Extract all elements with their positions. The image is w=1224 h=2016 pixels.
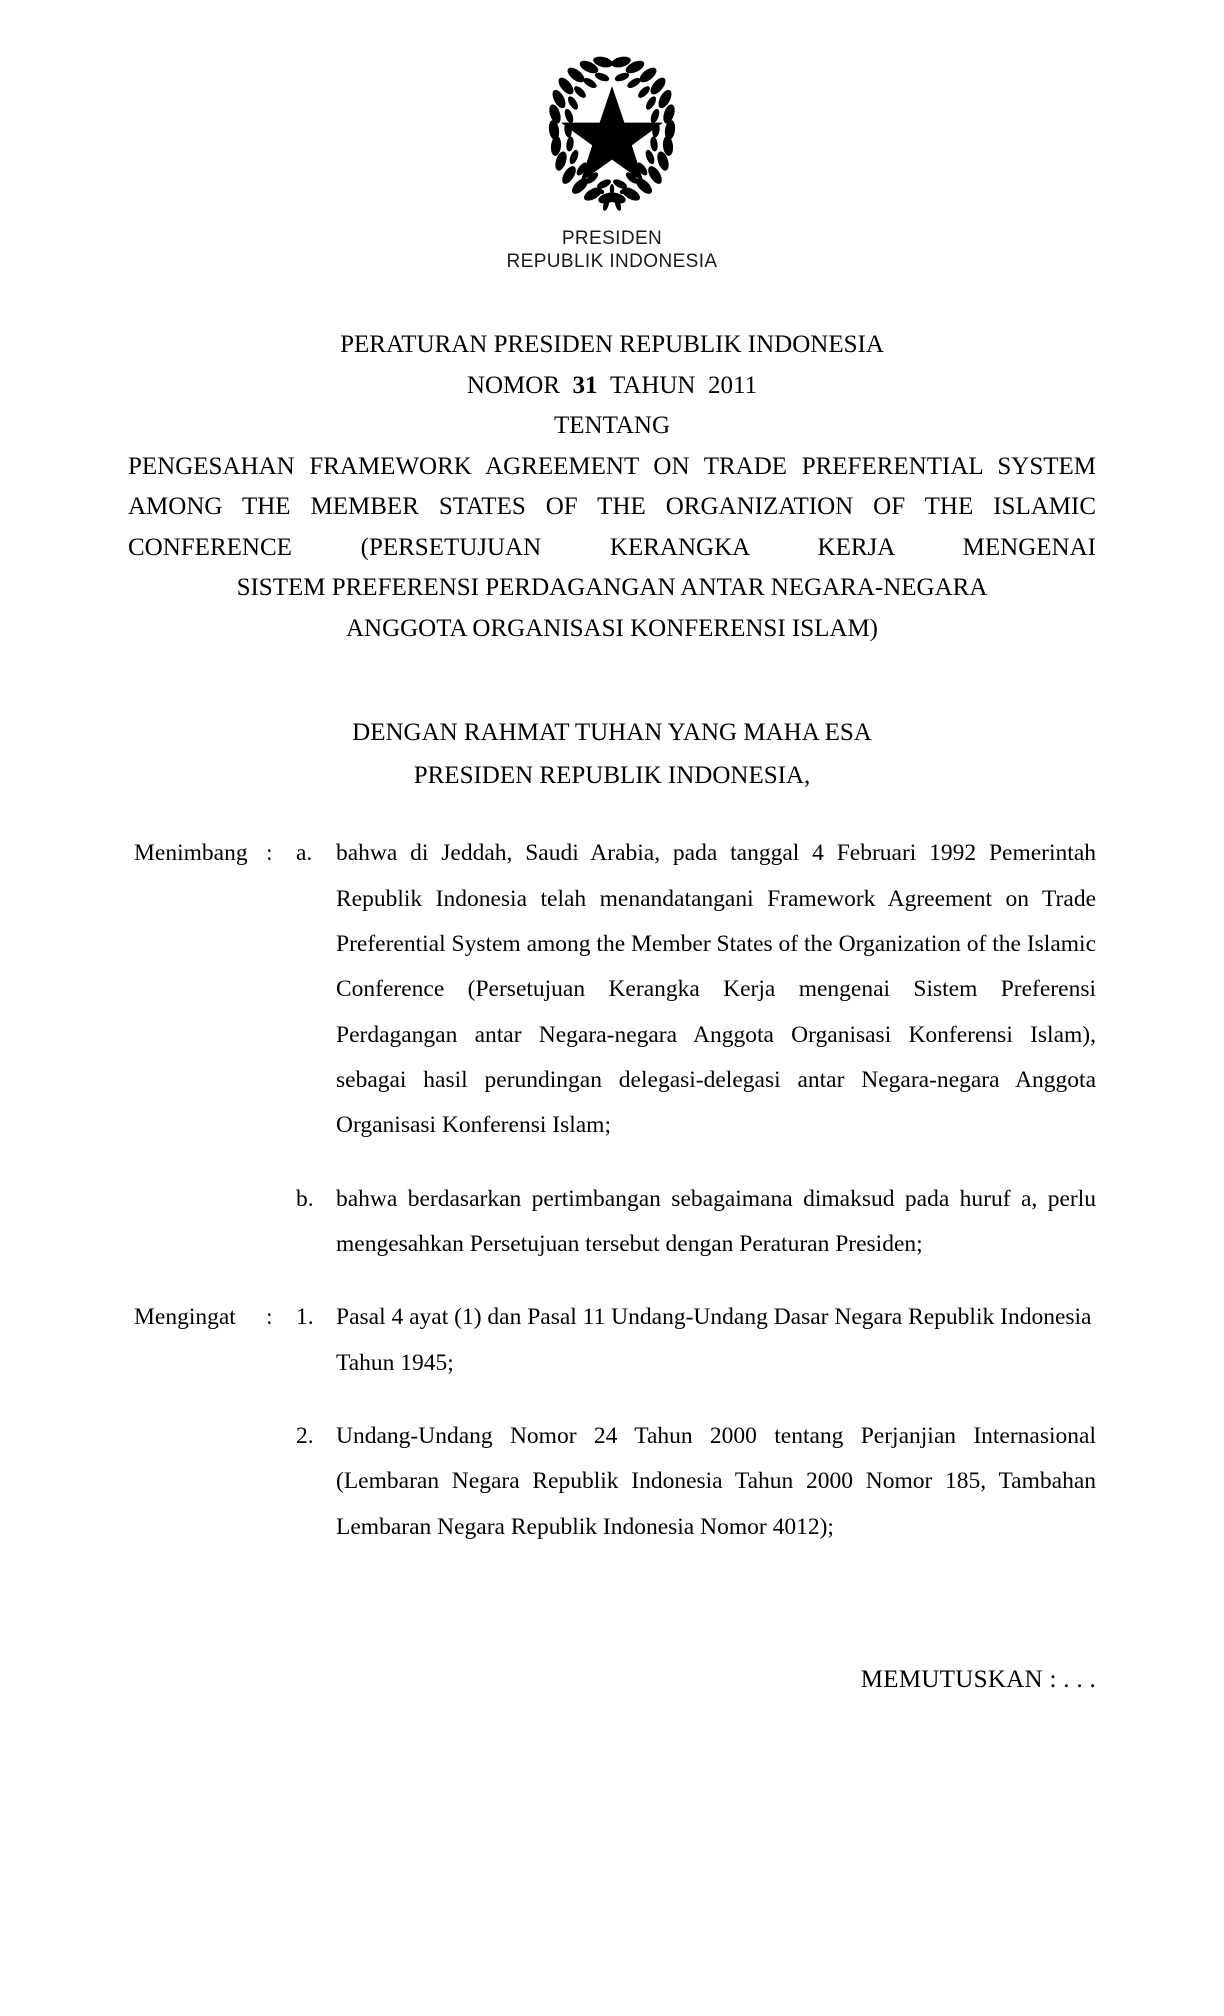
considerations-item-a — [134, 831, 1096, 1148]
considerations-marker-a: a. — [296, 840, 313, 867]
title-line-subject-3: CONFERENCE (PERSETUJUAN KERANGKA KERJA MENGENAI — [128, 533, 1096, 561]
considerations-text-b: bahwa berdasarkan pertimbangan sebagaimana dimaksud pada huruf a, perlu mengesahkan Persetujuan tersebut dengan Peraturan Presiden; — [336, 1185, 1096, 1258]
considerations-marker-b: b. — [296, 1185, 314, 1212]
legal-basis-marker-1: 1. — [296, 1304, 314, 1331]
nomor-value: 31 — [572, 371, 598, 399]
considerations-colon: : — [266, 840, 273, 867]
nomor-prefix: NOMOR — [466, 371, 560, 399]
emblem-caption-line-2: REPUBLIK INDONESIA — [506, 251, 718, 273]
invocation-block — [0, 711, 1224, 797]
legal-basis-text-2: Undang-Undang Nomor 24 Tahun 2000 tentang Perjanjian Internasional (Lembaran Negara Republik Indonesia Tahun 2000 Nomor 185, Tambahan Lembaran Negara Republik Indonesia Nomor 4012); — [336, 1423, 1096, 1540]
legal-basis-label: Mengingat — [134, 1304, 236, 1331]
tahun-value: 2011 — [708, 371, 758, 399]
considerations-label: Menimbang — [134, 840, 248, 867]
legal-basis-item-2 — [134, 1414, 1096, 1550]
title-line-nomor — [128, 366, 1096, 407]
document-title-block — [0, 325, 1224, 649]
title-line-subject-2: AMONG THE MEMBER STATES OF THE ORGANIZATION OF THE ISLAMIC — [128, 493, 1096, 521]
page-footer — [0, 1666, 1096, 1694]
continuation-note: MEMUTUSKAN : . . . — [860, 1666, 1096, 1693]
emblem-header — [0, 0, 1224, 273]
invocation-line: DENGAN RAHMAT TUHAN YANG MAHA ESA — [352, 719, 872, 747]
title-line-peraturan: PERATURAN PRESIDEN REPUBLIK INDONESIA — [340, 331, 884, 359]
considerations-text-a: bahwa di Jeddah, Saudi Arabia, pada tanggal 4 Februari 1992 Pemerintah Republik Indonesia telah menandatangani Framework Agreement on Trade Preferential System among the Member States of the Organization of the Islamic Conference (Persetujuan Kerangka Kerja mengenai Sistem Preferensi Perdagangan antar Negara-negara Anggota Organisasi Konferensi Islam), sebagai hasil perundingan delegasi-delegasi antar Negara-negara Anggota Organisasi Konferensi Islam; — [336, 840, 1096, 1139]
title-line-tentang: TENTANG — [553, 412, 671, 440]
title-line-subject-1: PENGESAHAN FRAMEWORK AGREEMENT ON TRADE PREFERENTIAL SYSTEM — [128, 452, 1096, 480]
legal-basis-text-1: Pasal 4 ayat (1) dan Pasal 11 Undang-Undang Dasar Negara Republik Indonesia Tahun 1945; — [336, 1304, 1092, 1376]
legal-basis-colon: : — [266, 1304, 273, 1331]
title-line-subject-4: SISTEM PREFERENSI PERDAGANGAN ANTAR NEGARA-NEGARA — [236, 574, 988, 602]
title-line-subject-5: ANGGOTA ORGANISASI KONFERENSI ISLAM) — [345, 614, 879, 642]
tahun-label: TAHUN — [610, 371, 696, 399]
star-in-laurel-wreath-emblem — [532, 48, 692, 212]
document-body — [0, 831, 1224, 1550]
emblem-caption — [0, 227, 1224, 273]
president-line: PRESIDEN REPUBLIK INDONESIA, — [413, 762, 811, 790]
considerations-item-b — [134, 1177, 1096, 1268]
legal-basis-marker-2: 2. — [296, 1423, 314, 1450]
emblem-caption-line-1: PRESIDEN — [561, 228, 663, 249]
legal-basis-item-1 — [134, 1295, 1096, 1386]
